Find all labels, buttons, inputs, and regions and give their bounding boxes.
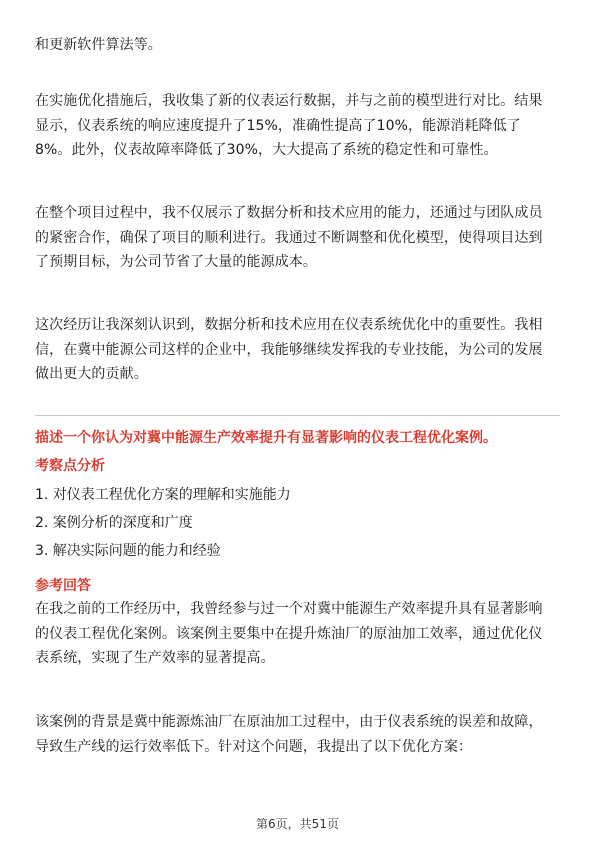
text-line: 这次经历让我深刻认识到，数据分析和技术应用在仪表系统优化中的重要性。我相 — [35, 317, 543, 333]
answer-title: 参考回答 — [35, 578, 91, 594]
paragraph-results — [35, 89, 560, 163]
section-divider — [35, 415, 560, 416]
answer-paragraph — [35, 710, 560, 759]
text-line: 导致生产线的运行效率低下。针对这个问题，我提出了以下优化方案： — [35, 738, 473, 755]
text-line: 的仪表工程优化案例。该案例主要集中在提升炼油厂的原油加工效率，通过优化仪 — [35, 625, 543, 642]
text-line: 在我之前的工作经历中，我曾经参与过一个对冀中能源生产效率提升具有显著影响 — [35, 601, 543, 617]
text-line: 在实施优化措施后，我收集了新的仪表运行数据，并与之前的模型进行对比。结果 — [35, 93, 543, 109]
analysis-item: 2. 案例分析的深度和广度 — [35, 515, 193, 531]
text-line: 信，在冀中能源公司这样的企业中，我能够继续发挥我的专业技能，为公司的发展 — [35, 341, 543, 358]
text-line: 该案例的背景是冀中能源炼油厂在原油加工过程中，由于仪表系统的误差和故障， — [35, 714, 543, 730]
paragraph-intro-tail — [35, 33, 560, 58]
text-line: 了预期目标，为公司节省了大量的能源成本。 — [35, 254, 317, 270]
text-line: 在整个项目过程中，我不仅展示了数据分析和技术应用的能力，还通过与团队成员 — [35, 205, 543, 221]
analysis-title: 考察点分析 — [35, 458, 105, 474]
document-page — [35, 0, 560, 842]
answer-paragraph — [35, 597, 560, 671]
question-heading: 描述一个你认为对冀中能源生产效率提升有显著影响的仪表工程优化案例。 — [35, 430, 497, 446]
analysis-item: 1. 对仪表工程优化方案的理解和实施能力 — [35, 487, 291, 503]
text-line: 做出更大的贡献。 — [35, 366, 148, 382]
page-footer: 第6页，共51页 — [256, 817, 339, 831]
text-line: 和更新软件算法等。 — [35, 37, 162, 53]
text-line: 8%。此外，仪表故障率降低了30%，大大提高了系统的稳定性和可靠性。 — [35, 142, 498, 158]
analysis-item: 3. 解决实际问题的能力和经验 — [35, 543, 221, 559]
text-line: 表系统，实现了生产效率的显著提高。 — [35, 650, 275, 666]
text-line: 的紧密合作，确保了项目的顺利进行。我通过不断调整和优化模型，使得项目达到 — [35, 229, 543, 246]
paragraph-project — [35, 201, 560, 275]
paragraph-conclusion — [35, 313, 560, 387]
text-line: 显示，仪表系统的响应速度提升了15%，准确性提高了10%，能源消耗降低了 — [35, 117, 521, 134]
